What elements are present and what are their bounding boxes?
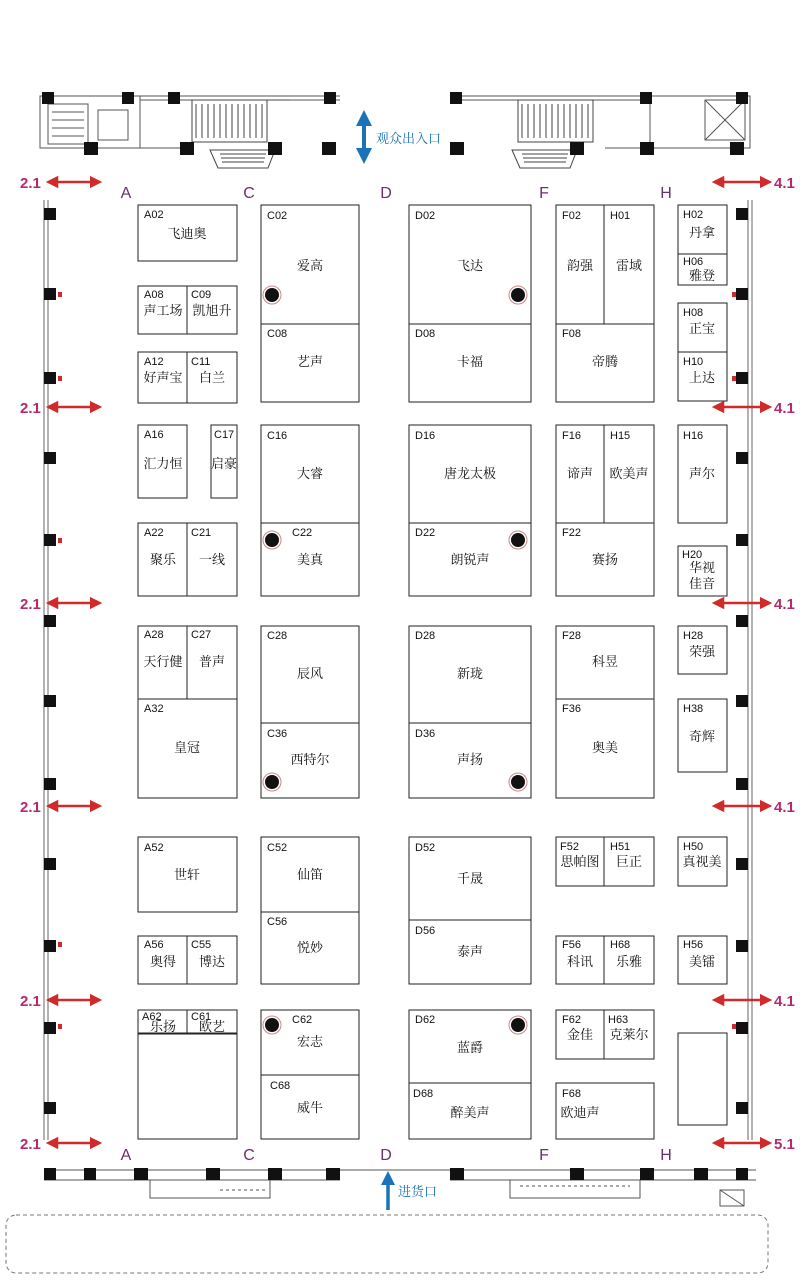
pillar-marker (263, 531, 281, 549)
exit-right-4[interactable] (718, 799, 795, 816)
booth-a56[interactable] (138, 936, 187, 984)
booth-name: 科讯 (566, 955, 594, 970)
booth-code: H20 (682, 549, 703, 561)
booth-name: 华视佳音 (688, 561, 716, 592)
booth-h56[interactable] (678, 936, 727, 984)
pillar-marker (509, 773, 527, 791)
booth-code: F08 (562, 328, 581, 340)
booth-code: H10 (683, 356, 704, 368)
booth-c27[interactable] (187, 626, 237, 699)
booth-f62[interactable] (556, 1010, 604, 1059)
booth-code: A16 (144, 429, 164, 441)
booth-name: 艺声 (296, 355, 324, 370)
booth-name: 声工场 (143, 304, 183, 319)
cargo-entrance-label: 进货口 (398, 1185, 438, 1200)
booth-name: 克莱尔 (609, 1028, 649, 1043)
booth-code: C52 (267, 842, 288, 854)
booth-name: 飞达 (456, 259, 484, 274)
booth-name: 上达 (688, 371, 716, 386)
booth-c02[interactable] (261, 205, 359, 324)
cargo-entrance[interactable] (388, 1178, 437, 1210)
outer-yard (6, 1215, 768, 1273)
booth-a08[interactable] (138, 286, 187, 334)
booth-name: 一线 (198, 553, 226, 568)
booth-code: C61 (191, 1011, 212, 1023)
column-label-d-bottom: D (380, 1147, 392, 1164)
booth-name: 巨正 (615, 855, 643, 870)
booth-code: H15 (610, 430, 631, 442)
booth-d28[interactable] (409, 626, 531, 723)
booth-name: 朗锐声 (450, 553, 490, 568)
booth-h50[interactable] (678, 837, 727, 886)
booth-h68[interactable] (604, 936, 654, 984)
booth-code: A28 (144, 629, 164, 641)
column-label-c: C (243, 185, 255, 202)
booth-code: H06 (683, 256, 704, 268)
booth-f56[interactable] (556, 936, 604, 984)
booth-code: F68 (562, 1088, 581, 1100)
staircase-left (192, 100, 290, 168)
booth-code: H68 (610, 939, 631, 951)
booth-name: 美镭 (688, 955, 716, 970)
booth-f16[interactable] (556, 425, 604, 523)
booth-name: 爱高 (296, 259, 324, 274)
booth-code: D52 (415, 842, 436, 854)
booth-layer (138, 205, 727, 1139)
booth-name: 声尔 (688, 467, 716, 482)
unlabeled-booth[interactable] (138, 1033, 237, 1139)
booth-code: C02 (267, 210, 288, 222)
booth-code: H28 (683, 630, 704, 642)
booth-c68[interactable] (261, 1075, 359, 1139)
booth-code: C22 (292, 527, 313, 539)
booth-name: 天行健 (143, 655, 183, 670)
booth-name: 凯旭升 (192, 304, 232, 319)
unlabeled-booth[interactable] (678, 1033, 727, 1125)
column-label-f-bottom: F (539, 1147, 549, 1164)
booth-code: A32 (144, 703, 164, 715)
booth-name: 普声 (198, 655, 226, 670)
booth-code: D08 (415, 328, 436, 340)
booth-name: 悦妙 (296, 941, 324, 956)
booth-code: D68 (413, 1088, 434, 1100)
svg-text:5.1: 5.1 (774, 1136, 795, 1153)
booth-code: D56 (415, 925, 436, 937)
booth-c08[interactable] (261, 324, 359, 402)
svg-text:2.1: 2.1 (20, 993, 41, 1010)
booth-d52[interactable] (409, 837, 531, 920)
booth-name: 皇冠 (173, 741, 201, 756)
booth-name: 奥得 (149, 955, 177, 970)
booth-name: 声扬 (456, 753, 484, 768)
staircase-right (512, 100, 593, 168)
booth-code: A52 (144, 842, 164, 854)
booth-c28[interactable] (261, 626, 359, 723)
booth-name: 奇辉 (688, 730, 716, 745)
exit-right-1[interactable] (718, 175, 795, 192)
svg-text:2.1: 2.1 (20, 175, 41, 192)
booth-name: 奥美 (591, 741, 619, 756)
booth-f08[interactable] (556, 324, 654, 402)
booth-name: 唐龙太极 (443, 467, 497, 482)
booth-h10[interactable] (678, 352, 727, 401)
booth-code: D28 (415, 630, 436, 642)
booth-name: 汇力恒 (143, 457, 183, 472)
column-label-c-bottom: C (243, 1147, 255, 1164)
booth-name: 欧美声 (609, 467, 649, 482)
booth-code: C36 (267, 728, 288, 740)
booth-c21[interactable] (187, 523, 237, 596)
booth-a16[interactable] (138, 425, 187, 498)
booth-code: D36 (415, 728, 436, 740)
booth-name: 泰声 (456, 945, 484, 960)
booth-d02[interactable] (409, 205, 531, 324)
booth-c55[interactable] (187, 936, 237, 984)
booth-code: H56 (683, 939, 704, 951)
booth-code: C68 (270, 1080, 291, 1092)
booth-code: F52 (560, 841, 579, 853)
booth-a22[interactable] (138, 523, 187, 596)
booth-name: 好声宝 (143, 371, 183, 386)
booth-code: C62 (292, 1014, 313, 1026)
booth-code: H01 (610, 210, 631, 222)
booth-d36[interactable] (409, 723, 531, 798)
booth-code: C55 (191, 939, 212, 951)
booth-name: 真视美 (682, 855, 722, 870)
svg-text:4.1: 4.1 (774, 175, 795, 192)
exit-right-2[interactable] (718, 400, 795, 417)
booth-code: A56 (144, 939, 164, 951)
booth-name: 丹拿 (688, 226, 716, 241)
booth-c09[interactable] (187, 286, 237, 334)
svg-text:2.1: 2.1 (20, 799, 41, 816)
audience-entrance-label: 观众出入口 (376, 132, 442, 147)
booth-code: F16 (562, 430, 581, 442)
svg-text:4.1: 4.1 (774, 596, 795, 613)
booth-code: C56 (267, 916, 288, 928)
booth-a02[interactable] (138, 205, 237, 261)
booth-code: D22 (415, 527, 436, 539)
svg-text:2.1: 2.1 (20, 1136, 41, 1153)
exits-right (718, 175, 795, 1153)
exit-left-1[interactable] (20, 175, 96, 192)
exit-right-5[interactable] (718, 993, 795, 1010)
booth-code: C21 (191, 527, 212, 539)
booth-h38[interactable] (678, 699, 727, 772)
booth-d56[interactable] (409, 920, 531, 984)
booth-c52[interactable] (261, 837, 359, 912)
booth-code: C28 (267, 630, 288, 642)
booth-name: 荣强 (688, 645, 716, 660)
booth-name: 金佳 (566, 1028, 594, 1043)
booth-name: 大睿 (296, 467, 324, 482)
booth-name: 白兰 (198, 371, 226, 386)
booth-a28[interactable] (138, 626, 187, 699)
svg-text:4.1: 4.1 (774, 400, 795, 417)
booth-name: 卡福 (456, 355, 484, 370)
booth-f52[interactable] (556, 837, 604, 886)
booth-d16[interactable] (409, 425, 531, 523)
svg-text:4.1: 4.1 (774, 799, 795, 816)
booth-a62[interactable] (138, 1010, 187, 1035)
booth-c17[interactable] (211, 425, 237, 498)
booth-code: A62 (142, 1011, 162, 1023)
svg-text:2.1: 2.1 (20, 400, 41, 417)
booth-code: H51 (610, 841, 631, 853)
booth-name: 博达 (198, 955, 226, 970)
column-labels-bottom (121, 1147, 672, 1164)
exit-right-3[interactable] (718, 596, 795, 613)
booth-code: H02 (683, 209, 704, 221)
booth-c22[interactable] (261, 523, 359, 596)
booth-h63[interactable] (604, 1010, 654, 1059)
booth-h02[interactable] (678, 205, 727, 254)
booth-name: 科昱 (591, 655, 619, 670)
booth-h08[interactable] (678, 303, 727, 352)
booth-code: H63 (608, 1014, 629, 1026)
booth-code: C08 (267, 328, 288, 340)
column-label-a-bottom: A (120, 1147, 132, 1164)
pillar-marker (263, 1016, 281, 1034)
exit-right-6[interactable] (718, 1136, 795, 1153)
booth-code: F22 (562, 527, 581, 539)
booth-f28[interactable] (556, 626, 654, 699)
booth-code: H16 (683, 430, 704, 442)
booth-h28[interactable] (678, 626, 727, 674)
booth-name: 思帕图 (560, 855, 600, 870)
svg-text:2.1: 2.1 (20, 596, 41, 613)
booth-name: 雅登 (688, 269, 716, 284)
booth-name: 谛声 (566, 467, 594, 482)
booth-name: 飞迪奥 (167, 227, 207, 242)
booth-d68[interactable] (409, 1083, 531, 1139)
pillar-marker (509, 531, 527, 549)
booth-name: 雷域 (615, 259, 643, 274)
booth-name: 千晟 (456, 872, 484, 887)
booth-name: 韵强 (566, 259, 594, 274)
column-label-d: D (380, 185, 392, 202)
booth-h06[interactable] (678, 254, 727, 285)
pillar-marker (263, 286, 281, 304)
booth-h01[interactable] (604, 205, 654, 324)
exit-left-5[interactable] (20, 993, 96, 1010)
booth-h51[interactable] (604, 837, 654, 886)
svg-text:4.1: 4.1 (774, 993, 795, 1010)
booth-c56[interactable] (261, 912, 359, 984)
booth-name: 新珑 (456, 667, 484, 682)
booth-code: D16 (415, 430, 436, 442)
booth-d08[interactable] (409, 324, 531, 402)
booth-code: D62 (415, 1014, 436, 1026)
booth-c61[interactable] (187, 1010, 237, 1035)
booth-code: A02 (144, 209, 164, 221)
booth-code: C27 (191, 629, 212, 641)
booth-name: 欧艺 (198, 1020, 226, 1035)
booth-name: 赛扬 (591, 553, 619, 568)
booth-h20[interactable] (678, 546, 727, 596)
exit-left-2[interactable] (20, 400, 96, 417)
booth-code: F36 (562, 703, 581, 715)
booth-f02[interactable] (556, 205, 604, 324)
booth-a52[interactable] (138, 837, 237, 912)
column-label-h-bottom: H (660, 1147, 672, 1164)
booth-code: F02 (562, 210, 581, 222)
booth-name: 辰风 (296, 667, 324, 682)
exit-left-6[interactable] (20, 1136, 96, 1153)
booth-code: C17 (214, 429, 235, 441)
booth-c11[interactable] (187, 352, 237, 403)
booth-code: H50 (683, 841, 704, 853)
booth-f68[interactable] (556, 1083, 654, 1139)
booth-h15[interactable] (604, 425, 654, 523)
booth-code: A08 (144, 289, 164, 301)
booth-f36[interactable] (556, 699, 654, 798)
booth-name: 醉美声 (450, 1106, 490, 1121)
exit-left-4[interactable] (20, 799, 96, 816)
booth-name: 乐扬 (149, 1020, 177, 1035)
booth-name: 蓝爵 (456, 1041, 484, 1056)
booth-code: A12 (144, 356, 164, 368)
column-label-a: A (120, 185, 132, 202)
booth-name: 西特尔 (290, 753, 330, 768)
booth-name: 欧迪声 (560, 1106, 600, 1121)
pillar-marker (509, 1016, 527, 1034)
booth-f22[interactable] (556, 523, 654, 596)
booth-a32[interactable] (138, 699, 237, 798)
booth-name: 仙笛 (296, 868, 324, 883)
booth-name: 威牛 (296, 1101, 324, 1116)
column-label-h: H (660, 185, 672, 202)
booth-name: 启豪 (210, 457, 238, 472)
booth-code: C11 (191, 356, 211, 368)
booth-code: F62 (562, 1014, 581, 1026)
booth-code: C09 (191, 289, 212, 301)
booth-d22[interactable] (409, 523, 531, 596)
audience-entrance[interactable] (364, 118, 441, 156)
column-labels-top (121, 185, 672, 202)
booth-code: D02 (415, 210, 436, 222)
booth-name: 宏志 (296, 1035, 324, 1050)
booth-a12[interactable] (138, 352, 187, 403)
booth-name: 乐雅 (615, 955, 643, 970)
exit-left-3[interactable] (20, 596, 96, 613)
booth-name: 世轩 (173, 868, 201, 883)
booth-code: H38 (683, 703, 704, 715)
exits-left (20, 175, 96, 1153)
booth-code: F28 (562, 630, 581, 642)
booth-name: 正宝 (688, 322, 716, 337)
column-label-f: F (539, 185, 549, 202)
pillar-marker (263, 773, 281, 791)
booth-c16[interactable] (261, 425, 359, 523)
booth-code: A22 (144, 527, 164, 539)
pillar-marker (509, 286, 527, 304)
booth-name: 聚乐 (149, 553, 177, 568)
booth-code: F56 (562, 939, 581, 951)
booth-name: 帝腾 (591, 355, 619, 370)
booth-h16[interactable] (678, 425, 727, 523)
booth-code: C16 (267, 430, 288, 442)
booth-name: 美真 (296, 553, 324, 568)
booth-code: H08 (683, 307, 704, 319)
